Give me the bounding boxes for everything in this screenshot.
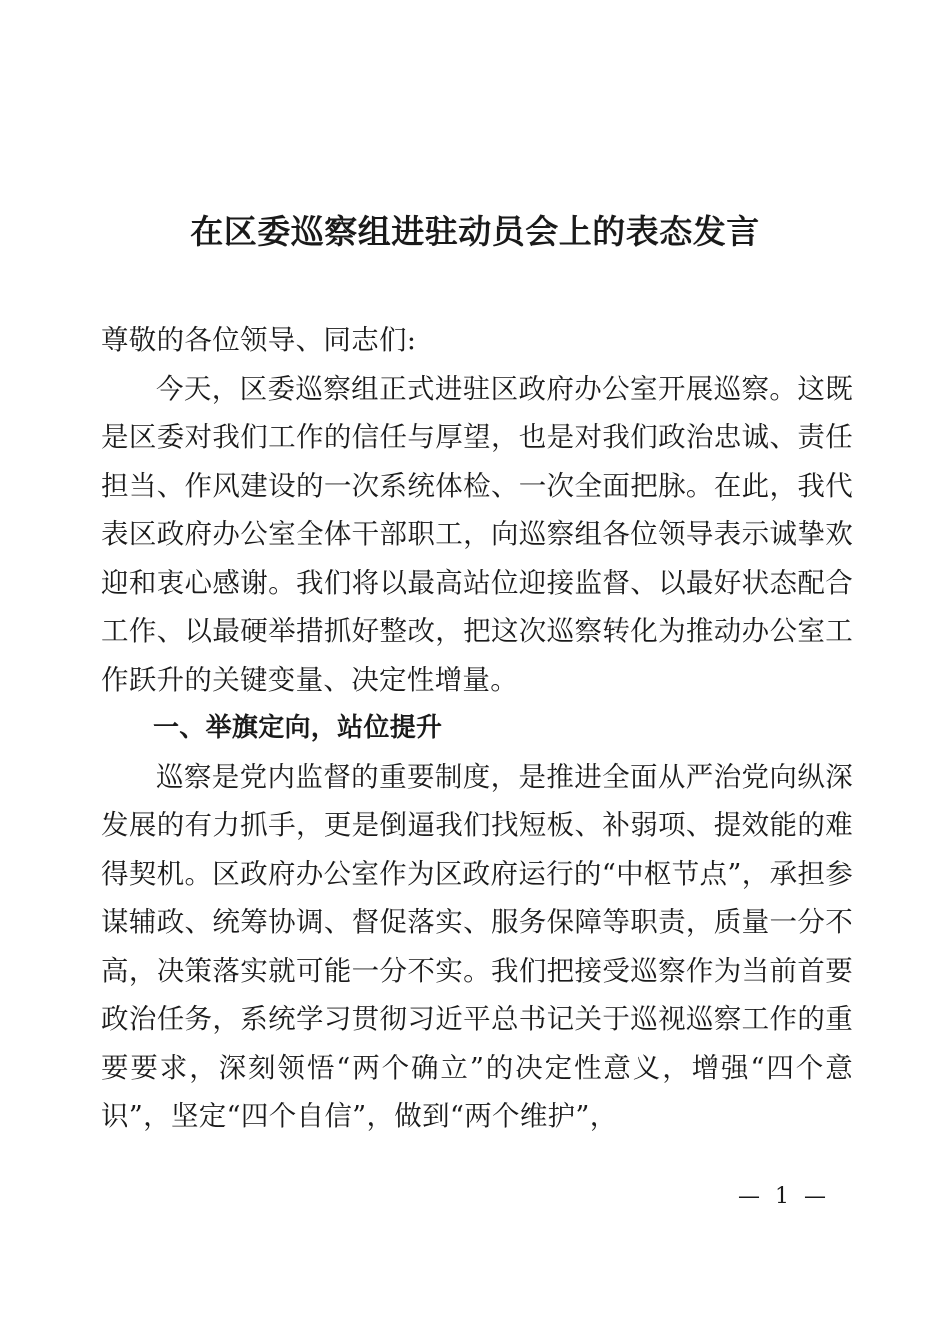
document-body [101,316,853,1141]
section-heading: 一、举旗定向，站位提升 [153,713,443,743]
page-number: — 1 — [738,1184,830,1209]
paragraph-intro: 今天，区委巡察组正式进驻区政府办公室开展巡察。这既是区委对我们工作的信任与厚望，也是对我们政治忠诚、责任担当、作风建设的一次系统体检、一次全面把脉。在此，我代表区政府办公室全体干部职工，向巡察组各位领导表示诚挚欢迎和衷心感谢。我们将以最高站位迎接监督、以最好状态配合工作、以最硬举措抓好整改，把这次巡察转化为推动办公室工作跃升的关键变量、决定性增量。 [101,372,853,696]
document-title: 在区委巡察组进驻动员会上的表态发言 [190,212,760,251]
paragraph-section-1: 巡察是党内监督的重要制度，是推进全面从严治党向纵深发展的有力抓手，更是倒逼我们找短板、补弱项、提效能的难得契机。区政府办公室作为区政府运行的“中枢节点”，承担参谋辅政、统筹协调、督促落实、服务保障等职责，质量一分不高，决策落实就可能一分不实。我们把接受巡察作为当前首要政治任务，系统学习贯彻习近平总书记关于巡视巡察工作的重要要求，深刻领悟“两个确立”的决定性意义，增强“四个意识”，坚定“四个自信”，做到“两个维护”， [101,760,853,1132]
salutation: 尊敬的各位领导、同志们: [101,324,417,356]
